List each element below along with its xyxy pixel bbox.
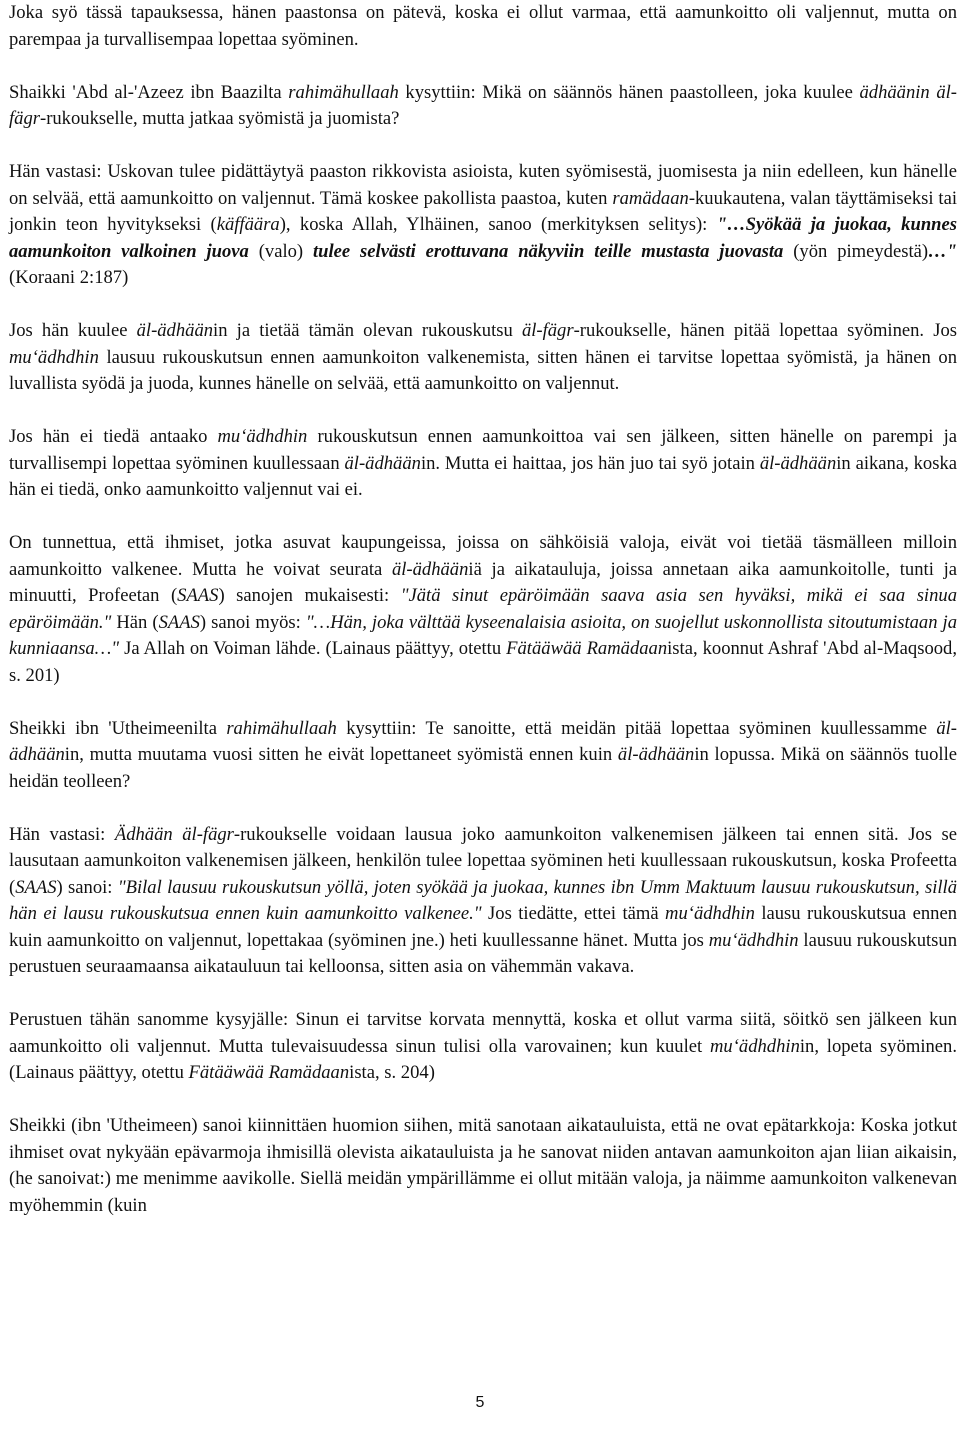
- text-run: Sheikki (ibn 'Utheimeen) sanoi kiinnittäen huomion siihen, mitä sanotaan aikatauluista, että ne ovat epätarkkoja: Koska jotkut ihmiset ovat nykyään epävarmoja ihmisillä olevista aikatauluista ja he sanovat niiden antavan aamunkoiton ajan liian aikaisin, (he sanoivat:) me menimme aavikolle. Siellä meidän ympärillämme ei ollut mitään valoja, ja näimme aamunkoiton valkenevan myöhemmin (kuin: [9, 1115, 957, 1216]
- document-body: [9, 0, 957, 1246]
- text-run: lausu rukouskutsua ennen kuin aamunkoitto on valjennut, lopettakaa (syöminen jne.) heti kuullessanne hänet. Mutta jos: [9, 903, 957, 951]
- text-run: On tunnettua, että ihmiset, jotka asuvat kaupungeissa, joissa on sähköisiä valoja, eivät voi tietää täsmälleen milloin aamunkoitto valkenee. Mutta he voivat seurata: [9, 532, 957, 580]
- text-run: (Koraani 2:187): [9, 267, 129, 288]
- emphasis-text: ramädaan: [612, 187, 689, 209]
- emphasis-text: "…Syökää ja juokaa, kunnes aamunkoiton valkoinen juova: [9, 214, 957, 262]
- text-run: in. Mutta ei haittaa, jos hän juo tai syö jotain: [420, 452, 760, 474]
- emphasis-text: äl-ädhään: [759, 452, 837, 474]
- paragraph-3: [9, 159, 957, 292]
- text-run: Hän (: [111, 611, 159, 633]
- emphasis-text: äl-fägr: [521, 320, 574, 341]
- page-number: 5: [475, 1394, 485, 1411]
- text-run: in lopussa. Mikä on säännös tuolle heidän teolleen?: [9, 744, 957, 792]
- paragraph-9: [9, 1007, 957, 1087]
- text-run: Jos hän kuulee: [9, 320, 137, 341]
- emphasis-text: äl-ädhään: [136, 320, 214, 341]
- emphasis-text: äl-ädhään: [391, 558, 469, 580]
- text-run: in ja tietää tämän olevan rukouskutsu: [213, 320, 522, 341]
- text-run: Joka syö tässä tapauksessa, hänen paastonsa on pätevä, koska ei ollut varmaa, että aamunkoitto oli valjennut, mutta on parempaa ja turvallisempaa lopettaa syöminen.: [9, 2, 957, 50]
- text-run: Perustuen tähän sanomme kysyjälle: Sinun ei tarvitse korvata mennyttä, koska et ollut varma siitä, söitkö sen jälkeen kun aamunkoitto oli valjennut. Mutta tulevaisuudessa sinun tulisi olla varovainen; kun kuulet: [9, 1009, 957, 1057]
- emphasis-text: "…Hän, joka välttää kyseenalaisia asioita, on suojellut uskonnollista sitoutumistaan ja kunniaansa…": [9, 611, 957, 659]
- emphasis-text: mu‘ädhdhin: [710, 1035, 800, 1057]
- emphasis-text: Ädhään äl-fägr: [114, 823, 234, 845]
- emphasis-text: rahimähullaah: [226, 717, 337, 739]
- emphasis-text: äl-ädhään: [617, 744, 695, 765]
- text-run: Ja Allah on Voiman lähde. (Lainaus päättyy, otettu: [119, 638, 507, 659]
- text-run: in aikana, koska hän ei tiedä, onko aamunkoitto valjennut vai ei.: [9, 452, 957, 500]
- emphasis-text: mu‘ädhdhin: [9, 346, 99, 368]
- text-run: Hän vastasi:: [9, 823, 115, 845]
- text-run: Shaikki 'Abd al-'Azeez ibn Baazilta: [9, 81, 289, 103]
- paragraph-10: [9, 1113, 957, 1219]
- emphasis-text: SAAS: [177, 585, 219, 606]
- emphasis-text: äl-ädhään: [344, 452, 421, 474]
- paragraph-2: [9, 80, 957, 133]
- emphasis-text: tulee selvästi erottuvana näkyviin teille mustasta juovasta: [312, 240, 784, 262]
- emphasis-text: Fätääwää Ramädaan: [506, 638, 668, 659]
- text-run: -kuukautena, valan täyttämiseksi tai jonkin teon hyvitykseksi (: [9, 187, 957, 235]
- emphasis-text: "Jätä sinut epäröimään saava asia sen hyväksi, mikä ei saa sinua epäröimään.": [9, 585, 957, 633]
- paragraph-1: [9, 0, 957, 53]
- text-run: (yön pimeydestä): [783, 240, 929, 262]
- text-run: Jos tiedätte, ettei tämä: [481, 903, 666, 924]
- text-run: ista, koonnut Ashraf 'Abd al-Maqsood, s. 201): [9, 638, 957, 686]
- text-run: rukouskutsun ennen aamunkoittoa vai sen jälkeen, sitten hänelle on parempi ja turvallisempi lopettaa syöminen kuullessaan: [9, 426, 957, 474]
- text-run: kysyttiin: Mikä on säännös hänen paastolleen, joka kuulee: [398, 81, 860, 103]
- text-run: kysyttiin: Te sanoitte, että meidän pitää lopettaa syöminen kuullessamme: [336, 717, 937, 739]
- emphasis-text: ädhäänin äl-fägr: [9, 81, 957, 129]
- text-run: ista, s. 204): [349, 1062, 435, 1083]
- emphasis-text: käffäära: [216, 214, 280, 235]
- emphasis-text: …": [928, 240, 957, 262]
- text-run: lausuu rukouskutsun ennen aamunkoiton valkenemista, sitten hänen ei tarvitse lopettaa syömistä, ja hänen on luvallista syödä ja juoda, kunnes hänelle on selvää, että aamunkoitto on valjennut.: [9, 346, 957, 394]
- text-run: Sheikki ibn 'Utheimeenilta: [9, 717, 227, 739]
- paragraph-4: [9, 318, 957, 398]
- text-run: -rukoukselle voidaan lausua joko aamunkoiton valkenemisen jälkeen tai ennen sitä. Jos se lausutaan aamunkoiton valkenemisen jälkeen, henkilön tulee lopettaa syöminen heti kuullessaan rukouskutsun, koska Profeetta (: [9, 823, 957, 898]
- text-run: in, mutta muutama vuosi sitten he eivät lopettaneet syömistä ennen kuin: [64, 744, 618, 765]
- emphasis-text: Fätääwää Ramädaan: [188, 1062, 350, 1083]
- text-run: -rukoukselle, mutta jatkaa syömistä ja juomista?: [40, 108, 400, 129]
- emphasis-text: SAAS: [158, 611, 200, 633]
- text-run: ) sanoi myös:: [199, 611, 306, 633]
- text-run: (valo): [248, 240, 313, 262]
- text-run: iä ja aikatauluja, joissa annetaan aika aamunkoitolle, tunti ja minuutti, Profeetan (: [9, 558, 957, 606]
- emphasis-text: mu‘ädhdhin: [217, 426, 308, 447]
- paragraph-5: [9, 424, 957, 504]
- emphasis-text: äl-ädhään: [9, 717, 957, 765]
- text-run: ) sanoi:: [56, 876, 118, 898]
- text-run: -rukoukselle, hänen pitää lopettaa syöminen. Jos: [573, 320, 957, 341]
- text-run: ), koska Allah, Ylhäinen, sanoo (merkityksen selitys):: [279, 214, 717, 235]
- text-run: lausuu rukouskutsun perustuen seuraamaansa aikatauluun tai kelloonsa, sitten asia on vähemmän vakava.: [9, 929, 957, 977]
- text-run: Hän vastasi: Uskovan tulee pidättäytyä paaston rikkovista asioista, kuten syömisestä, juomisesta ja niin edelleen, kun hänelle on selvää, että aamunkoitto on valjennut. Tämä koskee pakollista paastoa, kuten: [9, 161, 957, 209]
- emphasis-text: mu‘ädhdhin: [708, 929, 799, 951]
- text-run: Jos hän ei tiedä antaako: [9, 426, 218, 447]
- text-run: ) sanojen mukaisesti:: [218, 585, 401, 606]
- paragraph-7: [9, 716, 957, 796]
- paragraph-8: [9, 822, 957, 981]
- emphasis-text: mu‘ädhdhin: [665, 903, 755, 924]
- text-run: in, lopeta syöminen. (Lainaus päättyy, otettu: [9, 1035, 957, 1083]
- emphasis-text: "Bilal lausuu rukouskutsun yöllä, joten syökää ja juokaa, kunnes ibn Umm Maktuum lausuu rukouskutsun, sillä hän ei lausu rukouskutsua ennen kuin aamunkoitto valkenee.": [9, 876, 957, 924]
- emphasis-text: SAAS: [15, 876, 57, 898]
- emphasis-text: rahimähullaah: [288, 81, 399, 103]
- paragraph-6: [9, 530, 957, 689]
